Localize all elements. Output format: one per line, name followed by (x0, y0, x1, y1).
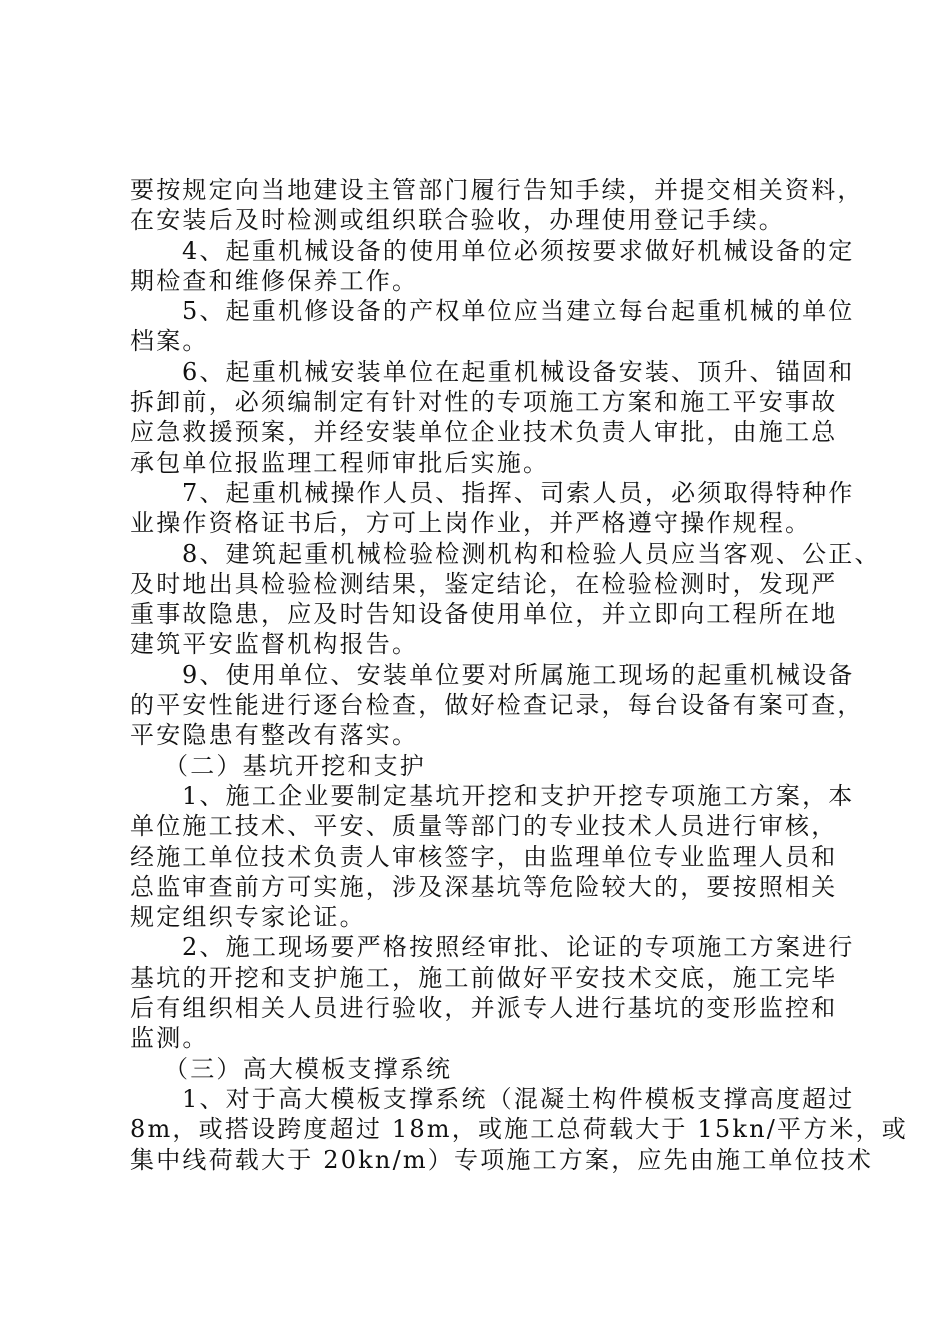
text-line: 6、起重机械安装单位在起重机械设备安装、顶升、锚固和 (182, 357, 855, 386)
text-line: 5、起重机修设备的产权单位应当建立每台起重机械的单位 (182, 297, 855, 326)
text-line: 集中线荷载大于 20kn/m）专项施工方案，应先由施工单位技术 (130, 1145, 874, 1174)
section-heading: （三）高大模板支撑系统 (164, 1054, 453, 1083)
text-line: 规定组织专家论证。 (130, 903, 366, 932)
text-line: 业操作资格证书后，方可上岗作业，并严格遵守操作规程。 (130, 509, 812, 538)
text-line: 9、使用单位、安装单位要对所属施工现场的起重机械设备 (182, 660, 855, 689)
text-line: 及时地出具检验检测结果，鉴定结论，在检验检测时，发现严 (130, 569, 838, 598)
text-line: 经施工单位技术负责人审核签字，由监理单位专业监理人员和 (130, 842, 838, 871)
text-line: 1、施工企业要制定基坑开挖和支护开挖专项施工方案，本 (182, 781, 855, 810)
text-line: 1、对于高大模板支撑系统（混凝土构件模板支撑高度超过 (182, 1084, 855, 1113)
text-line: 8m，或搭设跨度超过 18m，或施工总荷载大于 15kn/平方米，或 (130, 1115, 909, 1144)
document-body (130, 175, 909, 1175)
text-line: 建筑平安监督机构报告。 (130, 630, 419, 659)
text-line: 基坑的开挖和支护施工，施工前做好平安技术交底，施工完毕 (130, 963, 838, 992)
text-line: 期检查和维修保养工作。 (130, 266, 419, 295)
text-line: 总监审查前方可实施，涉及深基坑等危险较大的，要按照相关 (130, 872, 838, 901)
text-line: 的平安性能进行逐台检查，做好检查记录，每台设备有案可查， (130, 691, 864, 720)
text-line: 2、施工现场要严格按照经审批、论证的专项施工方案进行 (182, 933, 855, 962)
text-line: 承包单位报监理工程师审批后实施。 (130, 448, 550, 477)
text-line: 应急救援预案，并经安装单位企业技术负责人审批，由施工总 (130, 418, 838, 447)
section-heading: （二）基坑开挖和支护 (164, 751, 426, 780)
text-line: 监测。 (130, 1024, 209, 1053)
text-line: 单位施工技术、平安、质量等部门的专业技术人员进行审核， (130, 812, 838, 841)
text-line: 重事故隐患，应及时告知设备使用单位，并立即向工程所在地 (130, 600, 838, 629)
text-line: 4、起重机械设备的使用单位必须按要求做好机械设备的定 (182, 236, 855, 265)
text-line: 要按规定向当地建设主管部门履行告知手续，并提交相关资料， (130, 176, 864, 204)
text-line: 后有组织相关人员进行验收，并派专人进行基坑的变形监控和 (130, 994, 838, 1023)
text-line: 8、建筑起重机械检验检测机构和检验人员应当客观、公正、 (182, 539, 881, 568)
text-line: 档案。 (130, 327, 209, 356)
text-line: 平安隐患有整改有落实。 (130, 721, 419, 750)
text-line: 7、起重机械操作人员、指挥、司索人员，必须取得特种作 (182, 478, 855, 507)
text-line: 在安装后及时检测或组织联合验收，办理使用登记手续。 (130, 206, 785, 235)
text-line: 拆卸前，必须编制定有针对性的专项施工方案和施工平安事故 (130, 388, 838, 417)
